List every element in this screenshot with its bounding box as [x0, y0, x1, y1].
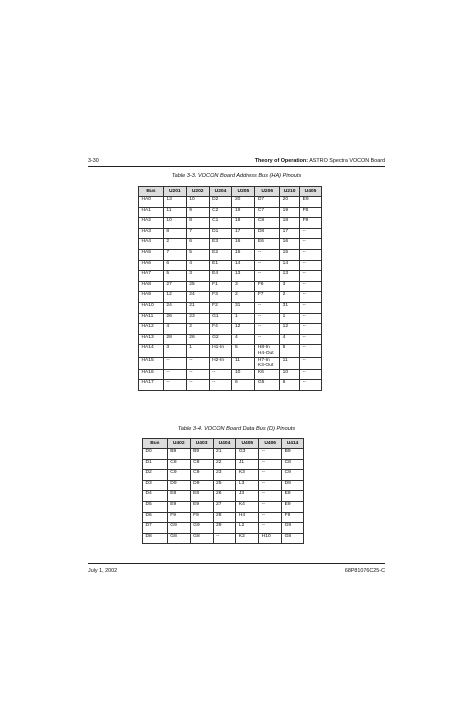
- table-cell: D8: [143, 533, 168, 544]
- data-bus-table: [142, 438, 304, 544]
- table-cell: 28: [213, 512, 236, 523]
- table-cell: 17: [232, 228, 255, 239]
- table-cell: F6: [255, 281, 280, 292]
- column-header: U204: [209, 187, 232, 197]
- table-cell: --: [300, 345, 322, 357]
- table-cell: HA12: [139, 324, 164, 335]
- table-cell: K2: [236, 533, 259, 544]
- column-header: Bus: [143, 439, 168, 449]
- table-cell: D6: [143, 512, 168, 523]
- table-cell: HA7: [139, 271, 164, 282]
- column-header: U210: [280, 187, 300, 197]
- column-header: U414: [282, 439, 304, 449]
- table-cell: 26: [186, 334, 209, 345]
- table-cell: F1: [209, 281, 232, 292]
- table-cell: 19: [280, 207, 300, 218]
- column-header: U206: [255, 187, 280, 197]
- table-cell: 3: [186, 271, 209, 282]
- table-cell: 26: [213, 491, 236, 502]
- table-cell: D9: [282, 480, 304, 491]
- table-cell: 24: [163, 302, 186, 313]
- table-cell: H2-In: [209, 357, 232, 369]
- table-row: [139, 207, 322, 218]
- table-cell: E8: [167, 491, 190, 502]
- table-row: [139, 313, 322, 324]
- table-cell: C1: [209, 218, 232, 229]
- table-cell: F9: [190, 512, 213, 523]
- table-cell: G8: [190, 533, 213, 544]
- table-cell: 15: [280, 249, 300, 260]
- table-cell: E9: [167, 501, 190, 512]
- table-cell: G3: [236, 449, 259, 460]
- table-cell: E8: [282, 491, 304, 502]
- table-cell: 3: [280, 281, 300, 292]
- table-cell: F4: [209, 324, 232, 335]
- table-cell: --: [259, 470, 282, 481]
- table-cell: 13: [232, 271, 255, 282]
- table-cell: --: [259, 512, 282, 523]
- table-cell: K3: [236, 470, 259, 481]
- table-cell: 20: [280, 197, 300, 208]
- table-cell: --: [255, 313, 280, 324]
- table-cell: --: [163, 380, 186, 391]
- table-cell: 13: [280, 271, 300, 282]
- table-row: [143, 480, 304, 491]
- table-cell: HA14: [139, 345, 164, 357]
- column-header: U402: [167, 439, 190, 449]
- table-row: [143, 449, 304, 460]
- table-row: [139, 271, 322, 282]
- table-cell: --: [259, 523, 282, 534]
- table-cell: G8: [167, 533, 190, 544]
- table-row: [139, 357, 322, 369]
- table-cell: 24: [186, 292, 209, 303]
- column-header: U404: [213, 439, 236, 449]
- column-header: U405: [236, 439, 259, 449]
- table-cell: F9: [282, 512, 304, 523]
- table-cell: D9: [190, 480, 213, 491]
- table-cell: 29: [213, 523, 236, 534]
- table-row: [143, 523, 304, 534]
- table-cell: 12: [232, 324, 255, 335]
- table-cell: 5: [163, 271, 186, 282]
- table-cell: 27: [163, 281, 186, 292]
- table-cell: 18: [232, 218, 255, 229]
- table-row: [139, 218, 322, 229]
- table-cell: HA9: [139, 292, 164, 303]
- table-cell: 11: [163, 207, 186, 218]
- header-rule: [88, 166, 385, 167]
- table-cell: D4: [143, 491, 168, 502]
- table-cell: --: [300, 228, 322, 239]
- table-cell: --: [186, 380, 209, 391]
- table-cell: 31: [280, 302, 300, 313]
- table-row: [143, 501, 304, 512]
- table-cell: 7: [186, 228, 209, 239]
- table-cell: --: [255, 302, 280, 313]
- table-cell: --: [259, 480, 282, 491]
- table-cell: F8: [300, 207, 322, 218]
- table-cell: HA8: [139, 281, 164, 292]
- table-cell: 23: [213, 470, 236, 481]
- column-header: U405: [300, 187, 322, 197]
- table-cell: --: [255, 271, 280, 282]
- table-cell: --: [255, 249, 280, 260]
- table-row: [143, 533, 304, 544]
- table-cell: 18: [280, 218, 300, 229]
- table-cell: G8: [282, 533, 304, 544]
- table-cell: L2: [236, 523, 259, 534]
- table-cell: 10: [280, 369, 300, 380]
- table-cell: E4: [209, 271, 232, 282]
- table-cell: H8-In H4-Out: [255, 345, 280, 357]
- table-cell: G9: [167, 523, 190, 534]
- table-cell: F3: [209, 292, 232, 303]
- table-cell: D2: [143, 470, 168, 481]
- column-header: Bus: [139, 187, 164, 197]
- table-cell: C9: [167, 470, 190, 481]
- table-cell: 3: [163, 345, 186, 357]
- table-cell: 21: [213, 449, 236, 460]
- table-cell: D7: [143, 523, 168, 534]
- table-cell: G2: [209, 334, 232, 345]
- table-cell: H7-In K3-Out: [255, 357, 280, 369]
- table-cell: 1: [186, 345, 209, 357]
- table-cell: --: [300, 260, 322, 271]
- column-header: U406: [259, 439, 282, 449]
- table-cell: 27: [213, 501, 236, 512]
- table-cell: D5: [143, 501, 168, 512]
- table-cell: 10: [232, 369, 255, 380]
- table-cell: --: [300, 334, 322, 345]
- table1-caption: Table 3-3. VOCON Board Address Bus (HA) Pinouts: [171, 173, 302, 179]
- table-cell: 2: [232, 292, 255, 303]
- table-cell: --: [259, 491, 282, 502]
- column-header: U205: [232, 187, 255, 197]
- table-cell: 7: [163, 249, 186, 260]
- table-cell: --: [300, 357, 322, 369]
- footer-rule: [88, 563, 385, 564]
- table-cell: E2: [209, 249, 232, 260]
- table-cell: 6: [232, 380, 255, 391]
- table-cell: L3: [236, 480, 259, 491]
- table-cell: 3: [232, 281, 255, 292]
- table-cell: 4: [232, 334, 255, 345]
- table-cell: C2: [209, 207, 232, 218]
- page-footer: [88, 568, 385, 577]
- table-cell: 2: [186, 324, 209, 335]
- table-cell: HA2: [139, 218, 164, 229]
- table-row: [139, 369, 322, 380]
- table-cell: C8: [167, 459, 190, 470]
- table-cell: HA3: [139, 228, 164, 239]
- table-cell: B9: [167, 449, 190, 460]
- table-cell: B9: [190, 449, 213, 460]
- table-cell: 11: [232, 357, 255, 369]
- table-cell: H4: [236, 512, 259, 523]
- table-cell: G1: [209, 313, 232, 324]
- table-cell: K6: [255, 369, 280, 380]
- table-row: [139, 228, 322, 239]
- table-cell: G9: [190, 523, 213, 534]
- table-row: [143, 470, 304, 481]
- table2-header-row: [143, 439, 304, 449]
- table-cell: 5: [232, 345, 255, 357]
- table-cell: C8: [282, 459, 304, 470]
- table-cell: 25: [186, 281, 209, 292]
- table-cell: 31: [232, 302, 255, 313]
- address-bus-table: [138, 186, 322, 391]
- column-header: U201: [163, 187, 186, 197]
- table-cell: 14: [280, 260, 300, 271]
- table-cell: 23: [186, 313, 209, 324]
- table-cell: HA0: [139, 197, 164, 208]
- table-cell: K4: [236, 501, 259, 512]
- table-cell: HA11: [139, 313, 164, 324]
- table-cell: 21: [186, 302, 209, 313]
- table2-caption: Table 3-4. VOCON Board Data Bus (D) Pinouts: [177, 426, 296, 432]
- table-cell: 26: [163, 313, 186, 324]
- table-cell: C7: [255, 207, 280, 218]
- table-cell: 16: [232, 239, 255, 250]
- table-cell: 28: [163, 334, 186, 345]
- table-cell: C8: [255, 218, 280, 229]
- table-cell: 5: [186, 249, 209, 260]
- table-cell: HA17: [139, 380, 164, 391]
- table-cell: F9: [167, 512, 190, 523]
- table-cell: HA16: [139, 369, 164, 380]
- table-cell: --: [255, 324, 280, 335]
- table-cell: --: [300, 292, 322, 303]
- table-cell: E3: [209, 239, 232, 250]
- table-cell: HA4: [139, 239, 164, 250]
- table-row: [143, 491, 304, 502]
- table-cell: --: [255, 260, 280, 271]
- table-cell: --: [300, 249, 322, 260]
- table-cell: --: [300, 324, 322, 335]
- table-cell: 20: [232, 197, 255, 208]
- table-cell: HA5: [139, 249, 164, 260]
- table-cell: F2: [209, 302, 232, 313]
- table-cell: H10: [259, 533, 282, 544]
- table-cell: 2: [163, 239, 186, 250]
- table-cell: D1: [143, 459, 168, 470]
- table-cell: C8: [190, 459, 213, 470]
- table-cell: E8: [190, 491, 213, 502]
- table-row: [139, 197, 322, 208]
- table-cell: E9: [300, 197, 322, 208]
- column-header: U202: [186, 187, 209, 197]
- table-cell: 16: [280, 239, 300, 250]
- table-row: [139, 302, 322, 313]
- table-cell: HA13: [139, 334, 164, 345]
- footer-doc-number: 68P81076C25-C: [344, 568, 385, 574]
- table-cell: J1: [236, 459, 259, 470]
- table-cell: --: [300, 302, 322, 313]
- table-cell: 17: [280, 228, 300, 239]
- table-row: [139, 239, 322, 250]
- table-cell: 13: [163, 197, 186, 208]
- table-row: [139, 249, 322, 260]
- section-title-rest: ASTRO Spectra VOCON Board: [308, 158, 385, 164]
- table-cell: 8: [186, 218, 209, 229]
- table-cell: HA6: [139, 260, 164, 271]
- table-cell: 8: [163, 228, 186, 239]
- table-row: [143, 512, 304, 523]
- table-cell: 12: [163, 292, 186, 303]
- table-cell: D1: [209, 228, 232, 239]
- table-cell: --: [186, 357, 209, 369]
- table-cell: 14: [232, 260, 255, 271]
- table-cell: HA10: [139, 302, 164, 313]
- table-cell: --: [163, 357, 186, 369]
- table-cell: --: [209, 369, 232, 380]
- footer-date: July 1, 2002: [88, 568, 118, 574]
- table-cell: 22: [213, 459, 236, 470]
- table-cell: 4: [163, 324, 186, 335]
- table-cell: B9: [282, 449, 304, 460]
- table-cell: E9: [282, 501, 304, 512]
- table-cell: --: [259, 449, 282, 460]
- table-cell: C9: [190, 470, 213, 481]
- page-number: 3-30: [88, 158, 99, 164]
- table-cell: --: [300, 369, 322, 380]
- table-cell: D2: [209, 197, 232, 208]
- table-cell: 4: [186, 260, 209, 271]
- table-cell: J3: [236, 491, 259, 502]
- table-cell: E9: [190, 501, 213, 512]
- table-cell: --: [259, 459, 282, 470]
- table-cell: --: [255, 334, 280, 345]
- table-cell: D0: [143, 449, 168, 460]
- table-cell: --: [300, 281, 322, 292]
- column-header: U403: [190, 439, 213, 449]
- table-cell: F9: [300, 218, 322, 229]
- table-cell: --: [300, 380, 322, 391]
- table-cell: D9: [167, 480, 190, 491]
- table-cell: --: [163, 369, 186, 380]
- section-title-bold: Theory of Operation:: [254, 158, 308, 164]
- section-title: [255, 158, 385, 164]
- table-cell: 19: [232, 207, 255, 218]
- table-cell: E6: [255, 239, 280, 250]
- table-cell: 4: [280, 334, 300, 345]
- table-cell: --: [300, 239, 322, 250]
- table-cell: F7: [255, 292, 280, 303]
- table-cell: 6: [186, 239, 209, 250]
- table-cell: --: [300, 313, 322, 324]
- table-cell: 9: [186, 207, 209, 218]
- table-cell: --: [213, 533, 236, 544]
- table-cell: G5: [255, 380, 280, 391]
- table-cell: --: [259, 501, 282, 512]
- table-cell: C9: [282, 470, 304, 481]
- table1-header-row: [139, 187, 322, 197]
- table-cell: --: [186, 369, 209, 380]
- table-cell: 1: [280, 313, 300, 324]
- table-row: [139, 345, 322, 357]
- table-cell: 2: [280, 292, 300, 303]
- table-cell: D3: [143, 480, 168, 491]
- table-cell: --: [300, 271, 322, 282]
- table-cell: 10: [163, 218, 186, 229]
- table-row: [139, 324, 322, 335]
- table-cell: HA1: [139, 207, 164, 218]
- table-row: [143, 459, 304, 470]
- table-row: [139, 281, 322, 292]
- table-cell: G9: [282, 523, 304, 534]
- table-row: [139, 292, 322, 303]
- table-cell: 11: [280, 357, 300, 369]
- table-cell: 10: [186, 197, 209, 208]
- table-cell: 5: [280, 345, 300, 357]
- table-row: [139, 334, 322, 345]
- table-row: [139, 380, 322, 391]
- table-cell: H1-In: [209, 345, 232, 357]
- table-row: [139, 260, 322, 271]
- table-cell: 6: [163, 260, 186, 271]
- table-cell: D7: [255, 197, 280, 208]
- table-cell: 1: [232, 313, 255, 324]
- table-cell: HA15: [139, 357, 164, 369]
- table-cell: D8: [255, 228, 280, 239]
- table-cell: 6: [280, 380, 300, 391]
- table-cell: 12: [280, 324, 300, 335]
- table-cell: --: [209, 380, 232, 391]
- table-cell: 25: [213, 480, 236, 491]
- table-cell: 15: [232, 249, 255, 260]
- table-cell: E1: [209, 260, 232, 271]
